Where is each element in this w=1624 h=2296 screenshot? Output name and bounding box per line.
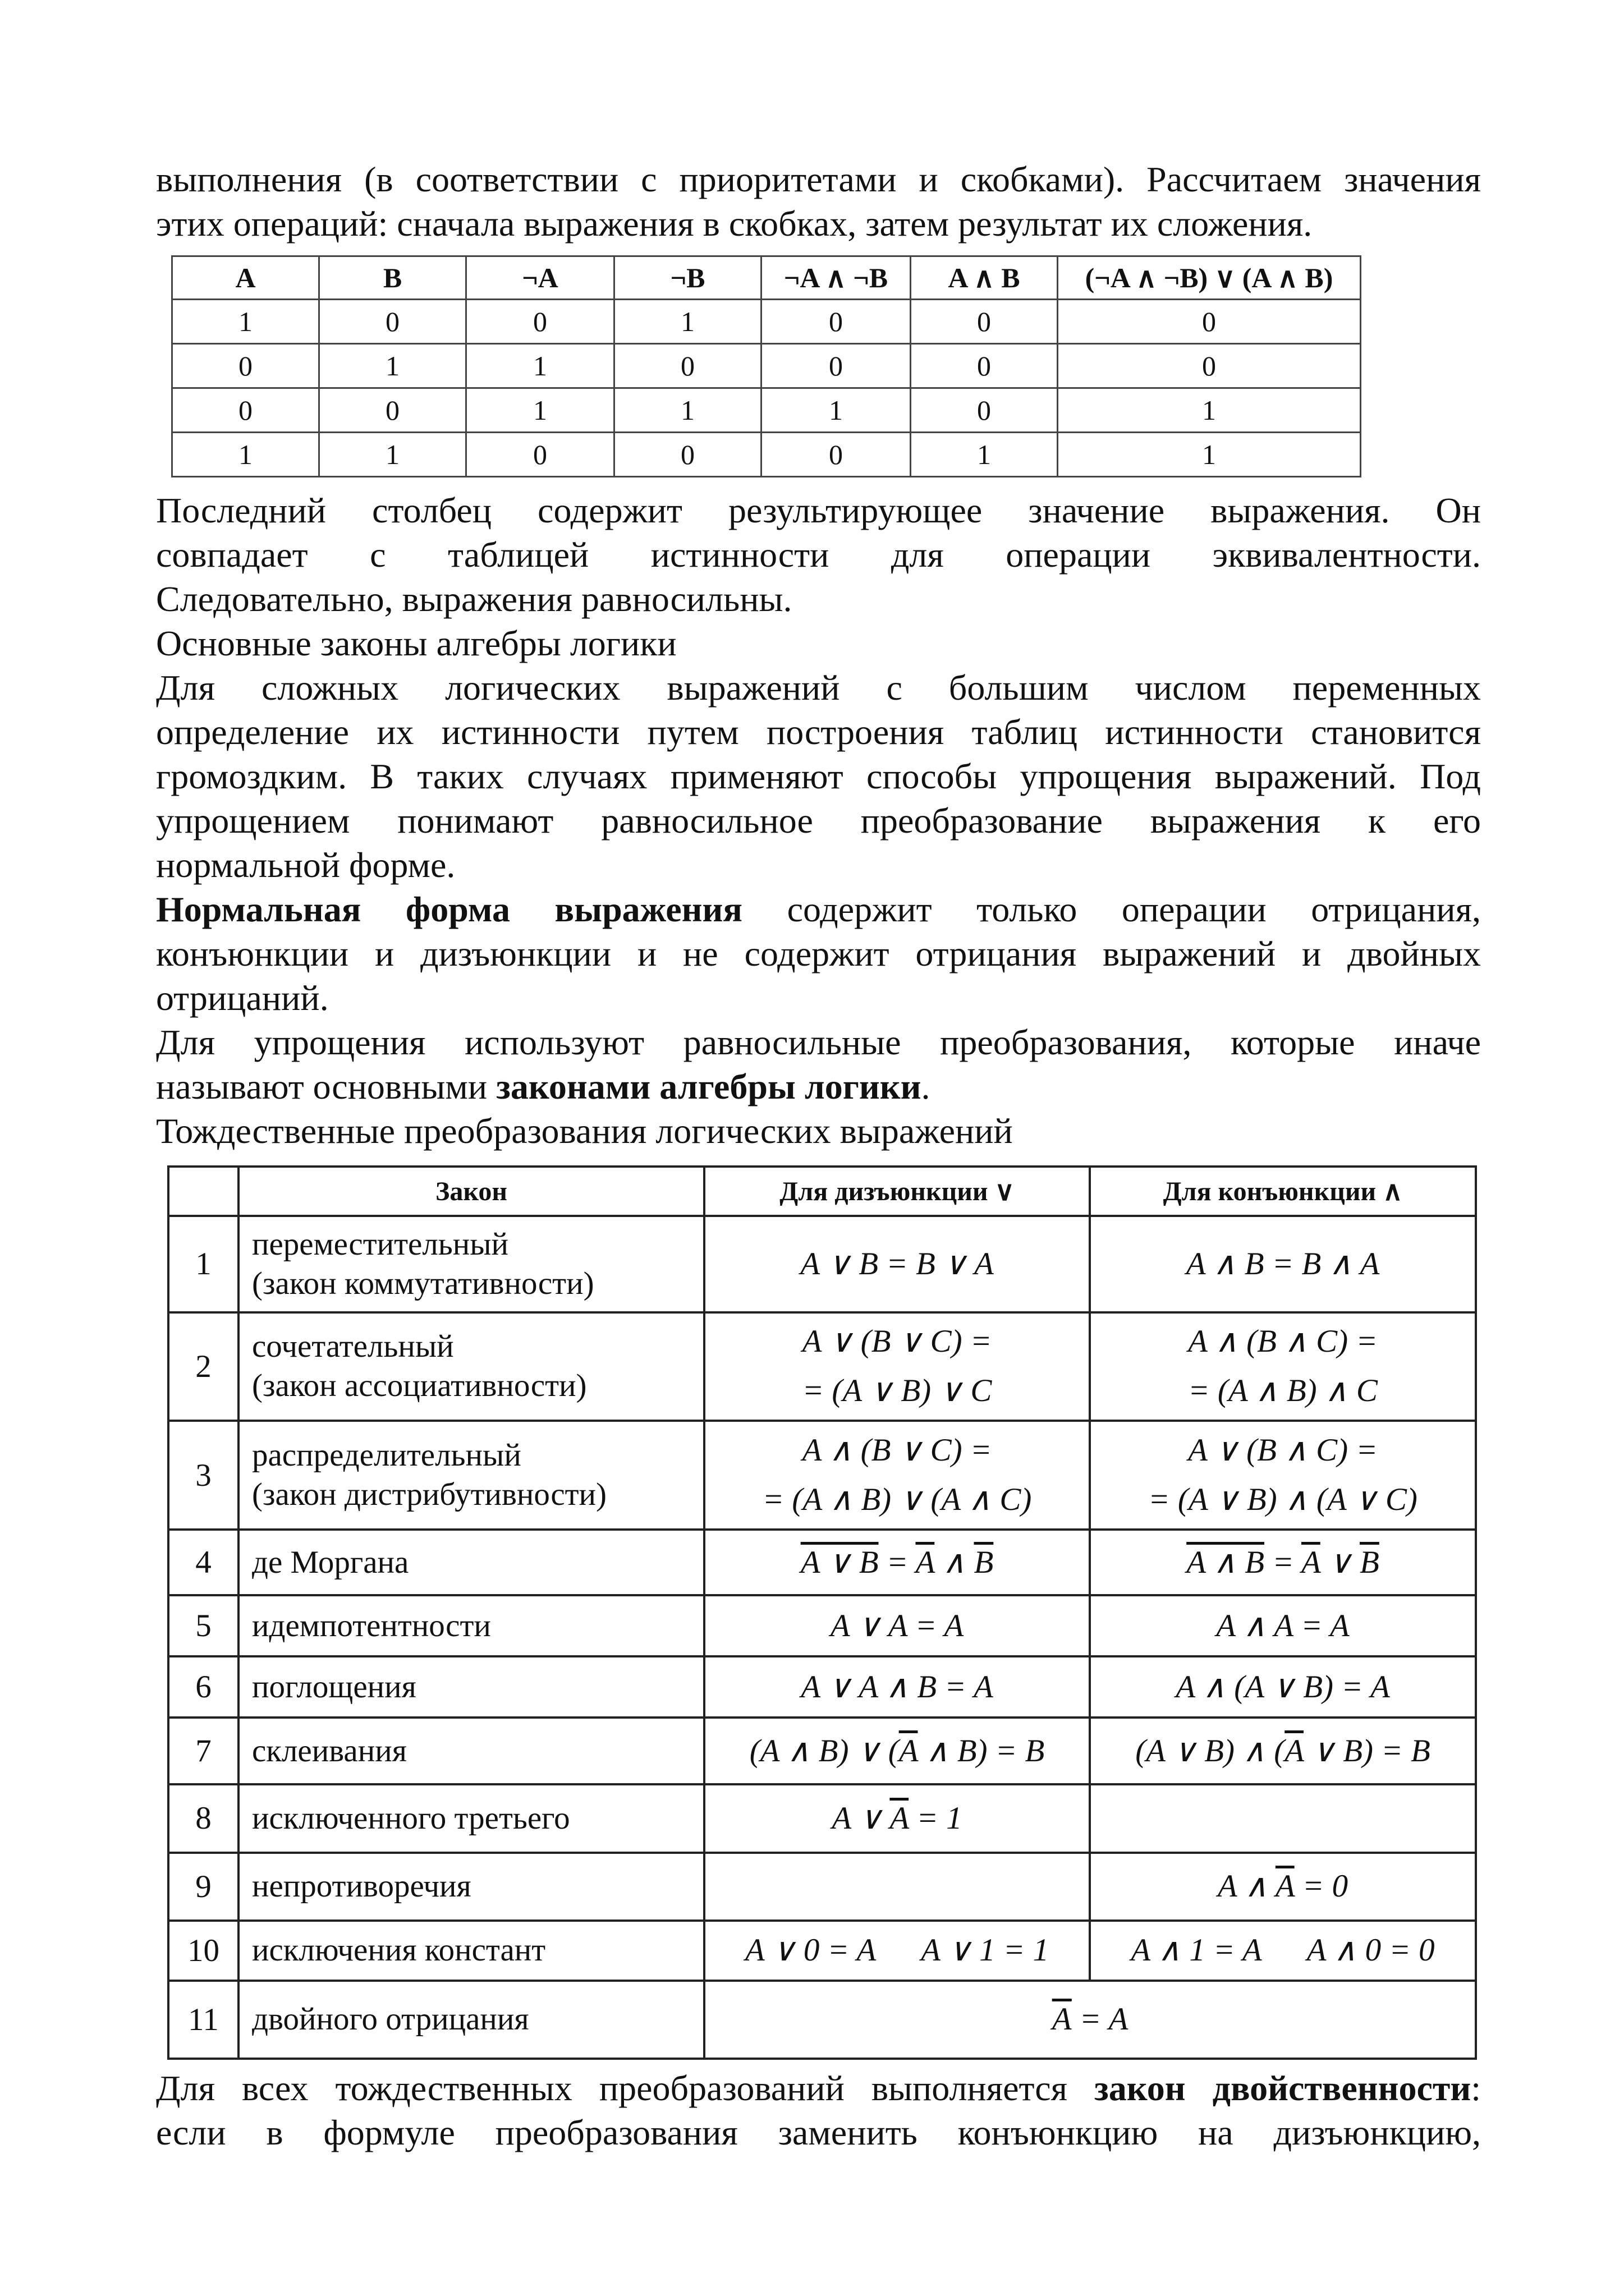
table-row xyxy=(168,1784,1476,1852)
paragraph-1-line-1: выполнения (в соответствии с приоритетами и скобками). Рассчитаем значения xyxy=(156,159,1481,199)
disjunction-formula xyxy=(704,1421,1090,1530)
paragraph-5-line-3: отрицаний. xyxy=(156,978,329,1018)
table-row xyxy=(168,1421,1476,1530)
laws-header-conjunction: Для конъюнкции ∧ xyxy=(1090,1167,1476,1216)
table-cell: 1 xyxy=(614,388,761,433)
formula-part: = A xyxy=(1071,2001,1128,2037)
formula-part: (A ∧ B) ∨ ( xyxy=(749,1733,899,1769)
conjunction-formula: A ∧ A = A xyxy=(1090,1595,1476,1656)
table-row xyxy=(168,1656,1476,1718)
law-name: двойного отрицания xyxy=(238,1981,704,2059)
disjunction-formula: A ∨ A = A xyxy=(704,1595,1090,1656)
disjunction-formula xyxy=(704,1530,1090,1595)
laws-table xyxy=(167,1165,1477,2060)
law-name xyxy=(238,1421,704,1530)
row-number: 9 xyxy=(168,1853,238,1921)
equals-sign: = xyxy=(1264,1544,1301,1580)
table-cell: 0 xyxy=(761,433,911,477)
law-name-line-2: (закон ассоциативности) xyxy=(252,1368,587,1404)
law-name-line-1: переместительный xyxy=(252,1226,509,1262)
paragraph-1-line-2: этих операций: сначала выражения в скобках, затем результат их сложения. xyxy=(156,204,1313,244)
law-name: исключенного третьего xyxy=(238,1784,704,1852)
table-row xyxy=(168,1216,1476,1312)
laws-table-header-row xyxy=(168,1167,1476,1216)
negated-variable: $\overline{A}$ xyxy=(1052,2001,1072,2037)
table-row xyxy=(172,300,1361,344)
paragraph-4-line-1: Для сложных логических выражений с большим числом переменных xyxy=(156,668,1481,708)
negated-expression: A ∧ B xyxy=(1186,1544,1265,1580)
paragraph-8-line-1-post: : xyxy=(1471,2068,1481,2108)
formula-line-1: A ∧ (B ∧ C) = xyxy=(1188,1324,1378,1360)
table-cell: 0 xyxy=(172,344,319,388)
paragraph-2-line-3: Следовательно, выражения равносильны. xyxy=(156,579,792,619)
formula-part: A ∨ 0 = A xyxy=(745,1932,877,1968)
truth-header-result: (¬A ∧ ¬B) ∨ (A ∧ B) xyxy=(1058,256,1361,300)
paragraph-2-line-1: Последний столбец содержит результирующее значение выражения. Он xyxy=(156,490,1481,530)
table-cell: 1 xyxy=(172,300,319,344)
row-number: 3 xyxy=(168,1421,238,1530)
laws-header-disjunction: Для дизъюнкции ∨ xyxy=(704,1167,1090,1216)
paragraph-8-line-2: если в формуле преобразования заменить конъюнкцию на дизъюнкцию, xyxy=(156,2113,1481,2152)
table-cell: 0 xyxy=(466,300,614,344)
table-cell: 0 xyxy=(614,433,761,477)
truth-header-not-b: ¬B xyxy=(614,256,761,300)
negated-variable: $\overline{B}$ xyxy=(1359,1544,1379,1580)
negated-variable: $\overline{A}$ xyxy=(898,1733,918,1769)
formula-part: (A ∨ B) ∧ ( xyxy=(1135,1733,1285,1769)
formula-part: A ∧ 0 = 0 xyxy=(1306,1932,1435,1968)
paragraph-5-line-1-rest: содержит только операции отрицания, xyxy=(742,889,1481,929)
formula-part: A ∧ 1 = A xyxy=(1131,1932,1262,1968)
conjunction-formula xyxy=(1090,1853,1476,1921)
paragraph-6-line-2-post: . xyxy=(921,1067,930,1106)
table-cell: 0 xyxy=(466,433,614,477)
table-cell: 0 xyxy=(319,300,466,344)
table-row xyxy=(168,1921,1476,1981)
disjunction-formula: A ∨ A ∧ B = A xyxy=(704,1656,1090,1718)
conjunction-formula: A ∧ (A ∨ B) = A xyxy=(1090,1656,1476,1718)
row-number: 5 xyxy=(168,1595,238,1656)
negated-variable: $\overline{A}$ xyxy=(1284,1733,1304,1769)
table-cell: 1 xyxy=(1058,388,1361,433)
laws-header-number xyxy=(168,1167,238,1216)
table-cell: 0 xyxy=(1058,300,1361,344)
disjunction-formula: A ∨ B = B ∨ A xyxy=(704,1216,1090,1312)
double-negated-variable xyxy=(1052,1999,1072,2035)
formula-part: = 1 xyxy=(909,1800,962,1836)
formula-line-1: A ∨ (B ∨ C) = xyxy=(802,1324,992,1360)
table-cell: 1 xyxy=(761,388,911,433)
disjunction-formula xyxy=(704,1921,1090,1981)
formula-part: = 0 xyxy=(1294,1868,1348,1904)
formula-line-1: A ∧ (B ∨ C) = xyxy=(802,1432,992,1468)
row-number: 10 xyxy=(168,1921,238,1981)
law-name-line-2: (закон дистрибутивности) xyxy=(252,1477,607,1513)
table-row xyxy=(168,1530,1476,1595)
law-name-line-1: сочетательный xyxy=(252,1329,454,1365)
table-row xyxy=(168,1595,1476,1656)
table-cell: 0 xyxy=(172,388,319,433)
table-cell: 0 xyxy=(911,300,1058,344)
equals-sign: = xyxy=(878,1544,916,1580)
negated-variable: $\overline{A}$ xyxy=(1301,1544,1320,1580)
paragraph-6-line-1: Для упрощения используют равносильные преобразования, которые иначе xyxy=(156,1022,1481,1062)
formula-part: A ∧ xyxy=(1217,1868,1276,1904)
paragraph-5-line-1 xyxy=(156,887,1481,931)
conjunction-formula xyxy=(1090,1921,1476,1981)
table-row xyxy=(172,388,1361,433)
truth-table-header-row xyxy=(172,256,1361,300)
conjunction-formula xyxy=(1090,1421,1476,1530)
paragraph-6-line-2 xyxy=(156,1064,1481,1109)
laws-table-caption: Тождественные преобразования логических выражений xyxy=(156,1111,1013,1151)
row-number: 7 xyxy=(168,1718,238,1784)
logic-laws-term: законами алгебры логики xyxy=(496,1067,921,1106)
disjunction-formula xyxy=(704,1312,1090,1421)
negated-variable: $\overline{A}$ xyxy=(889,1800,909,1836)
conjunction-formula-empty xyxy=(1090,1784,1476,1852)
negated-variable: $\overline{B}$ xyxy=(974,1544,994,1580)
table-cell: 1 xyxy=(1058,433,1361,477)
negated-expression: A ∨ B xyxy=(800,1544,879,1580)
row-number: 4 xyxy=(168,1530,238,1595)
law-name: непротиворечия xyxy=(238,1853,704,1921)
table-row xyxy=(172,344,1361,388)
paragraph-8-line-1-pre: Для всех тождественных преобразований выполняется xyxy=(156,2068,1095,2108)
conjunction-formula xyxy=(1090,1718,1476,1784)
formula-line-2: = (A ∧ B) ∨ (A ∧ C) xyxy=(762,1482,1032,1518)
formula-line-2: = (A ∧ B) ∧ C xyxy=(1188,1373,1378,1409)
operator: ∨ xyxy=(1320,1544,1360,1580)
table-cell: 0 xyxy=(319,388,466,433)
row-number: 2 xyxy=(168,1312,238,1421)
law-name: склеивания xyxy=(238,1718,704,1784)
truth-table xyxy=(171,255,1361,477)
row-number: 6 xyxy=(168,1656,238,1718)
conjunction-formula xyxy=(1090,1530,1476,1595)
formula-part: A ∨ xyxy=(832,1800,890,1836)
negated-variable: $\overline{A}$ xyxy=(1275,1868,1295,1904)
formula-line-2: = (A ∨ B) ∧ (A ∨ C) xyxy=(1148,1482,1417,1518)
table-cell: 1 xyxy=(466,344,614,388)
table-row xyxy=(168,1718,1476,1784)
formula-part: ∧ B) = B xyxy=(917,1733,1045,1769)
paragraph-6-line-2-pre: называют основными xyxy=(156,1067,497,1106)
duality-law-term: закон двойственности xyxy=(1094,2068,1471,2108)
table-cell: 1 xyxy=(172,433,319,477)
table-cell: 1 xyxy=(466,388,614,433)
conjunction-formula xyxy=(1090,1312,1476,1421)
normal-form-term: Нормальная форма выражения xyxy=(156,889,743,929)
table-row xyxy=(172,433,1361,477)
formula-line-2: = (A ∨ B) ∨ C xyxy=(802,1373,992,1409)
law-name: поглощения xyxy=(238,1656,704,1718)
table-row xyxy=(168,1981,1476,2059)
conjunction-formula: A ∧ B = B ∧ A xyxy=(1090,1216,1476,1312)
paragraph-8-line-1 xyxy=(156,2066,1481,2110)
table-cell: 0 xyxy=(761,344,911,388)
negated-variable: $\overline{A}$ xyxy=(915,1544,935,1580)
paragraph-2-line-2: совпадает с таблицей истинности для операции эквивалентности. xyxy=(156,535,1481,575)
section-heading: Основные законы алгебры логики xyxy=(156,623,677,663)
disjunction-formula-empty xyxy=(704,1853,1090,1921)
truth-header-b: B xyxy=(319,256,466,300)
table-row xyxy=(168,1853,1476,1921)
law-name: идемпотентности xyxy=(238,1595,704,1656)
law-name xyxy=(238,1216,704,1312)
table-cell: 1 xyxy=(319,344,466,388)
row-number: 1 xyxy=(168,1216,238,1312)
table-row xyxy=(168,1312,1476,1421)
paragraph-4-line-3: громоздким. В таких случаях применяют способы упрощения выражений. Под xyxy=(156,756,1481,796)
double-negation-formula xyxy=(704,1981,1476,2059)
paragraph-4-line-2: определение их истинности путем построения таблиц истинности становится xyxy=(156,712,1481,752)
operator: ∧ xyxy=(934,1544,974,1580)
disjunction-formula xyxy=(704,1718,1090,1784)
law-name: де Моргана xyxy=(238,1530,704,1595)
table-cell: 0 xyxy=(761,300,911,344)
paragraph-5-line-2: конъюнкции и дизъюнкции и не содержит отрицания выражений и двойных xyxy=(156,934,1481,973)
law-name xyxy=(238,1312,704,1421)
truth-header-not-a-and-not-b: ¬A ∧ ¬B xyxy=(761,256,911,300)
paragraph-4-line-5: нормальной форме. xyxy=(156,845,456,885)
disjunction-formula xyxy=(704,1784,1090,1852)
formula-line-1: A ∨ (B ∧ C) = xyxy=(1188,1432,1378,1468)
laws-header-law: Закон xyxy=(238,1167,704,1216)
table-cell: 0 xyxy=(1058,344,1361,388)
law-name: исключения констант xyxy=(238,1921,704,1981)
formula-part: A ∨ 1 = 1 xyxy=(921,1932,1049,1968)
row-number: 8 xyxy=(168,1784,238,1852)
formula-part: ∨ B) = B xyxy=(1303,1733,1430,1769)
table-cell: 0 xyxy=(911,344,1058,388)
table-cell: 1 xyxy=(319,433,466,477)
table-cell: 1 xyxy=(614,300,761,344)
law-name-line-1: распределительный xyxy=(252,1438,521,1473)
table-cell: 0 xyxy=(614,344,761,388)
paragraph-4-line-4: упрощением понимают равносильное преобразование выражения к его xyxy=(156,801,1481,841)
truth-header-a: A xyxy=(172,256,319,300)
law-name-line-2: (закон коммутативности) xyxy=(252,1265,594,1301)
table-cell: 1 xyxy=(911,433,1058,477)
truth-header-not-a: ¬A xyxy=(466,256,614,300)
truth-header-a-and-b: A ∧ B xyxy=(911,256,1058,300)
row-number: 11 xyxy=(168,1981,238,2059)
table-cell: 0 xyxy=(911,388,1058,433)
